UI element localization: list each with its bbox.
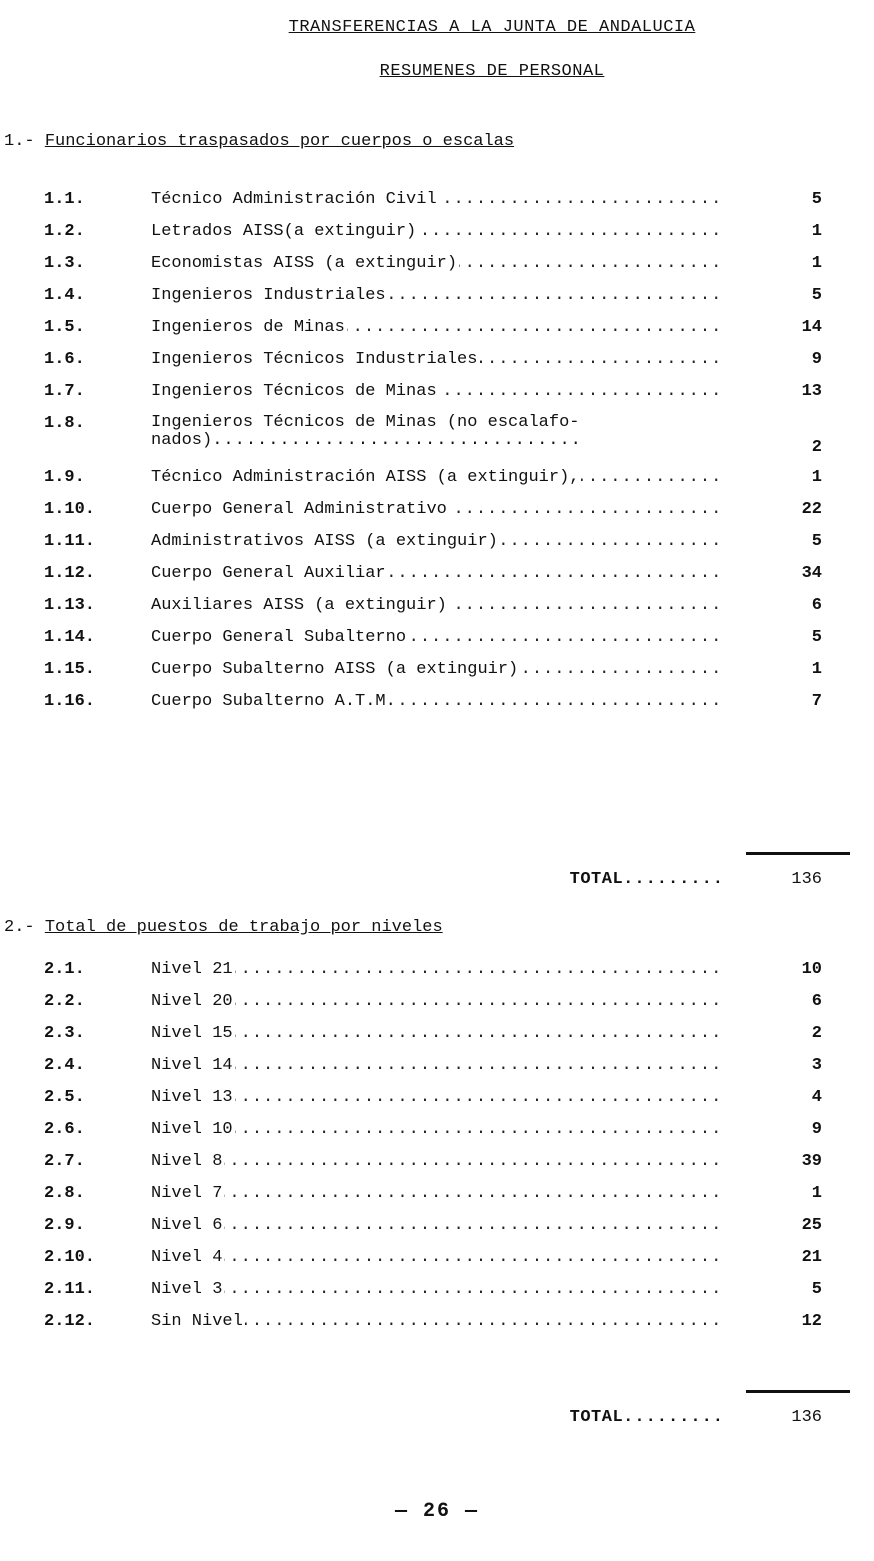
item-value: 1 [811,254,822,273]
item-label-text: Nivel 21 [151,960,233,979]
list-item [0,1280,874,1310]
item-value: 9 [811,350,822,369]
item-number: 1.12. [44,564,96,583]
list-item [0,286,874,316]
page-number: — 26 — [394,1500,479,1523]
item-label-text: Cuerpo General Administrativo [151,500,447,519]
item-number: 1.11. [44,532,96,551]
section-1-heading [4,132,514,151]
item-value: 4 [811,1088,822,1107]
list-item [0,1024,874,1054]
item-value: 12 [801,1312,822,1331]
item-number: 1.8. [44,414,85,433]
item-label-text: Nivel 15 [151,1024,233,1043]
list-item [0,1088,874,1118]
list-item [0,254,874,284]
list-item [0,692,874,722]
item-number: 1.15. [44,660,96,679]
item-number: 1.3. [44,254,85,273]
item-label-text: Nivel 20 [151,992,233,1011]
item-label [151,1280,723,1299]
item-value: 25 [801,1216,822,1235]
list-item [0,1152,874,1182]
item-value: 14 [801,318,822,337]
item-number: 2.10. [44,1248,96,1267]
document-subtitle: RESUMENES DE PERSONAL [379,62,605,81]
list-item [0,222,874,252]
item-number: 1.9. [44,468,85,487]
section-2-total-value: 136 [791,1408,822,1427]
item-label [151,318,723,337]
item-number: 2.8. [44,1184,85,1203]
item-number: 2.2. [44,992,85,1011]
item-number: 1.16. [44,692,96,711]
list-item [0,1312,874,1342]
item-label-text: Auxiliares AISS (a extinguir) [151,596,447,615]
item-number: 2.4. [44,1056,85,1075]
item-label-text: Economistas AISS (a extinguir) [151,254,458,273]
item-label [151,1152,723,1171]
item-number: 1.14. [44,628,96,647]
section-1-total-label: TOTAL......... [569,870,724,889]
item-label [151,1056,723,1075]
item-label-text: Ingenieros Técnicos Industriales [151,350,478,369]
item-label-text: Cuerpo General Auxiliar [151,564,386,583]
item-label [151,190,723,209]
item-value: 6 [811,596,822,615]
item-value: 5 [811,190,822,209]
item-number: 2.1. [44,960,85,979]
item-number: 2.11. [44,1280,96,1299]
section-1-title: Funcionarios traspasados por cuerpos o escalas [44,132,515,151]
item-value: 2 [811,438,822,457]
list-item [0,318,874,348]
item-label [151,382,723,401]
section-2-heading [4,918,443,937]
list-item [0,1248,874,1278]
item-label-text: Nivel 13 [151,1088,233,1107]
item-number: 2.7. [44,1152,85,1171]
document-title: TRANSFERENCIAS A LA JUNTA DE ANDALUCIA [288,18,696,37]
list-item [0,596,874,626]
item-label [151,532,723,551]
item-label-text: Administrativos AISS (a extinguir) [151,532,498,551]
item-value: 3 [811,1056,822,1075]
list-item [0,660,874,690]
leader-dots: ................................. [212,431,582,450]
item-label [151,1312,723,1331]
list-item [0,532,874,562]
item-label [151,286,723,305]
item-value: 5 [811,1280,822,1299]
section-2-total-rule [746,1390,850,1393]
item-label [151,992,723,1011]
item-value: 9 [811,1120,822,1139]
item-number: 1.7. [44,382,85,401]
item-label [151,1088,723,1107]
item-number: 1.4. [44,286,85,305]
item-label [151,468,723,487]
item-value: 39 [801,1152,822,1171]
list-item [0,1120,874,1150]
list-item [0,190,874,220]
item-label [151,1184,723,1203]
list-item [0,468,874,498]
item-label [151,1024,723,1043]
item-label [151,1216,723,1235]
item-label-text: Letrados AISS(a extinguir) [151,222,417,241]
item-label [151,660,723,679]
item-value: 2 [811,1024,822,1043]
item-value: 22 [801,500,822,519]
item-label-text: Técnico Administración Civil [151,190,437,209]
item-label-line1: Ingenieros Técnicos de Minas (no escalafo- [151,414,580,432]
item-label [151,500,723,519]
list-item [0,992,874,1022]
item-label [151,564,723,583]
item-label-text: Ingenieros de Minas [151,318,345,337]
item-value: 1 [811,222,822,241]
list-item [0,1056,874,1086]
item-label [151,960,723,979]
section-1-number: 1.- [4,132,35,151]
item-label [151,1248,723,1267]
item-value: 1 [811,660,822,679]
item-number: 1.6. [44,350,85,369]
item-label-text: Nivel 8 [151,1152,223,1171]
item-label-text: Sin Nivel [151,1312,243,1331]
item-number: 1.5. [44,318,85,337]
list-item [0,960,874,990]
item-number: 2.6. [44,1120,85,1139]
item-value: 6 [811,992,822,1011]
item-label-text: Cuerpo General Subalterno [151,628,407,647]
item-label-text: Cuerpo Subalterno AISS (a extinguir) [151,660,519,679]
item-number: 1.1. [44,190,85,209]
list-item [0,1184,874,1214]
item-label-text: Cuerpo Subalterno A.T.M. [151,692,396,711]
item-label-line2: nados) [151,431,213,450]
item-value: 7 [811,692,822,711]
item-value: 21 [801,1248,822,1267]
item-number: 2.3. [44,1024,85,1043]
item-label [151,414,723,450]
section-2-number: 2.- [4,918,35,937]
list-item [0,564,874,594]
item-label-text: Nivel 6 [151,1216,223,1235]
item-label [151,350,723,369]
item-number: 1.10. [44,500,96,519]
item-value: 5 [811,532,822,551]
item-label-text: Nivel 3 [151,1280,223,1299]
item-value: 5 [811,628,822,647]
item-number: 2.12. [44,1312,96,1331]
item-number: 1.2. [44,222,85,241]
item-value: 13 [801,382,822,401]
item-label-text: Nivel 10 [151,1120,233,1139]
item-label-text: Nivel 14 [151,1056,233,1075]
list-item [0,1216,874,1246]
section-2-title: Total de puestos de trabajo por niveles [44,918,443,937]
item-number: 2.9. [44,1216,85,1235]
item-label [151,628,723,647]
item-number: 2.5. [44,1088,85,1107]
section-1-total-value: 136 [791,870,822,889]
item-value: 5 [811,286,822,305]
item-value: 1 [811,468,822,487]
list-item [0,628,874,658]
item-label [151,692,723,711]
section-1-total-row [0,870,874,900]
item-value: 1 [811,1184,822,1203]
item-label [151,222,723,241]
item-label [151,254,723,273]
list-item [0,414,874,466]
section-2-total-label: TOTAL......... [569,1408,724,1427]
item-number: 1.13. [44,596,96,615]
item-label [151,596,723,615]
item-value: 34 [801,564,822,583]
item-label-text: Ingenieros Técnicos de Minas [151,382,437,401]
section-1-total-rule [746,852,850,855]
item-label-text: Ingenieros Industriales [151,286,386,305]
list-item [0,500,874,530]
item-label [151,1120,723,1139]
list-item [0,382,874,412]
item-value: 10 [801,960,822,979]
item-label-text: Técnico Administración AISS (a extinguir), [151,468,580,487]
list-item [0,350,874,380]
item-label-text: Nivel 4 [151,1248,223,1267]
section-2-total-row [0,1408,874,1438]
item-label-text: Nivel 7 [151,1184,223,1203]
